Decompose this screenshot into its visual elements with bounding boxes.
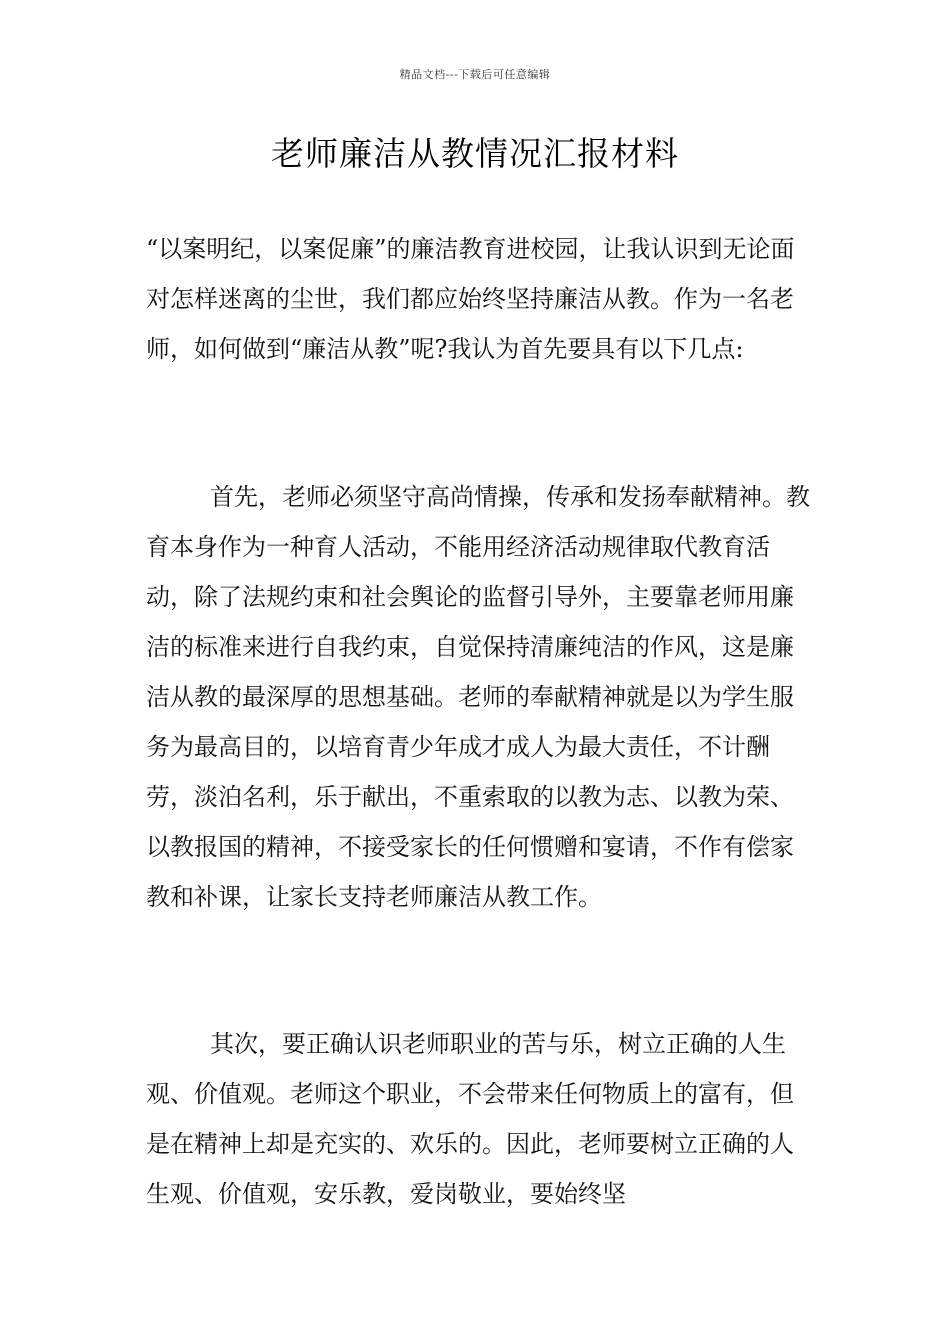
document-title: 老师廉洁从教情况汇报材料	[271, 134, 679, 173]
paragraph-first-point: 首先，老师必须坚守高尚情操，传承和发扬奉献精神。教育本身作为一种育人活动，不能用经济活动规律取代教育活动，除了法规约束和社会舆论的监督引导外，主要靠老师用廉洁的标准来进行自我约束，自觉保持清廉纯洁的作风，这是廉洁从教的最深厚的思想基础。老师的奉献精神就是以为学生服务为最高目的，以培育青少年成才成人为最大责任，不计酬劳，淡泊名利，乐于献出，不重索取的以教为志、以教为荣、以教报国的精神，不接受家长的任何惯赠和宴请，不作有偿家教和补课，让家长支持老师廉洁从教工作。	[146, 483, 810, 911]
paragraph-second-point: 其次，要正确认识老师职业的苦与乐，树立正确的人生观、价值观。老师这个职业，不会带来任何物质上的富有，但是在精神上却是充实的、欢乐的。因此，老师要树立正确的人生观、价值观，安乐教，爱岗敬业，要始终坚	[146, 1030, 794, 1208]
paragraph-intro: “以案明纪，以案促廉”的廉洁教育进校园，让我认识到无论面对怎样迷离的尘世，我们都应始终坚持廉洁从教。作为一名老师，如何做到“廉洁从教”呢?我认为首先要具有以下几点:	[146, 235, 795, 363]
header-note: 精品文档---下载后可任意编辑	[399, 68, 551, 81]
